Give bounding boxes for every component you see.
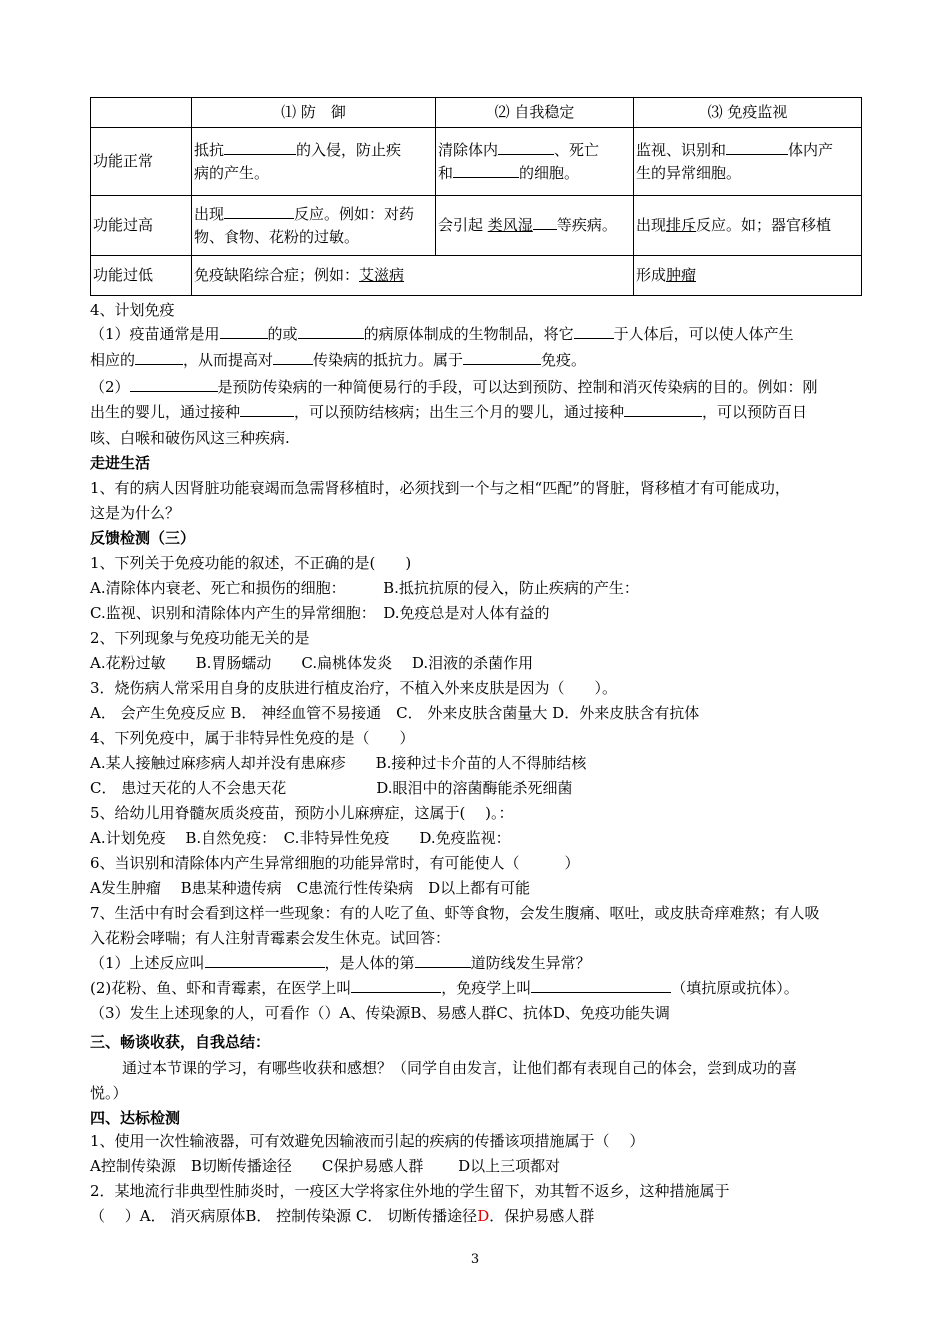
table-row [91,196,862,256]
blank [224,140,296,155]
table-cell: 免疫缺陷综合症；例如：艾滋病 [192,256,634,296]
table-header-row [91,98,862,128]
blank [273,350,313,365]
row-label: 功能正常 [91,128,192,196]
table-header-defense: ⑴ 防 御 [192,98,436,128]
question-line: C． 患过天花的人不会患天花 D.眼泪中的溶菌酶能杀死细菌 [90,779,573,797]
blank [298,324,364,339]
paragraph-line: （2） 是预防传染病的一种简便易行的手段，可以达到预防、控制和消灭传染病的目的。例如：刚 [90,378,818,396]
question-line: (2)花粉、鱼、虾和青霉素，在医学上叫 ，免疫学上叫 （填抗原或抗体）。 [90,979,799,997]
blank [574,324,614,339]
table-row [91,128,862,196]
question-line: （ ）A． 消灭病原体B． 控制传染源 C． 切断传播途径D．保护易感人群 [90,1207,595,1225]
blank [240,402,294,417]
paragraph-line: 通过本节课的学习，有哪些收获和感想？（同学自由发言，让他们都有表现自己的体会，尝到成功的喜 [122,1059,798,1077]
paragraph-line: 这是为什么？ [90,504,181,522]
paragraph-line: 出生的婴儿，通过接种 ，可以预防结核病；出生三个月的婴儿，通过接种 ，可以预防百日 [90,403,808,421]
question-line: 6、当识别和清除体内产生异常细胞的功能异常时，有可能使人（ ） [90,854,580,872]
blank [531,978,671,993]
blank [726,140,788,155]
section-title: 反馈检测（三） [90,529,196,547]
question-line: （1）上述反应叫 ，是人体的第 道防线发生异常？ [90,954,591,972]
immune-function-table [90,97,862,296]
paragraph-line: 1、有的病人因肾脏功能衰竭而急需肾移植时，必须找到一个与之相“匹配”的肾脏，肾移植才有可能成功， [90,479,790,497]
question-line: 2、下列现象与免疫功能无关的是 [90,629,310,647]
table-header-empty [91,98,192,128]
paragraph-line: （1）疫苗通常是用 的或 的病原体制成的生物制品，将它 于人体后，可以使人体产生 [90,325,794,343]
row-label: 功能过高 [91,196,192,256]
table-cell: 抵抗 的入侵，防止疾 病的产生。 [192,128,436,196]
blank [135,350,183,365]
table-cell: 出现 反应。例如：对药 物、食物、花粉的过敏。 [192,196,436,256]
question-line: 7、生活中有时会看到这样一些现象：有的人吃了鱼、虾等食物，会发生腹痛、呕吐，或皮肤奇痒难熬；有人吸 [90,904,820,922]
paragraph-line: 悦。） [90,1084,128,1102]
question-line: 4、下列免疫中，属于非特异性免疫的是（ ） [90,729,415,747]
table-cell: 清除体内 、死亡 和 的细胞。 [436,128,634,196]
question-line: A． 会产生免疫反应 B． 神经血管不易接通 C． 外来皮肤含菌量大 D．外来皮肤含有抗体 [90,704,700,722]
question-line: A发生肿瘤 B患某种遗传病 C患流行性传染病 D以上都有可能 [90,879,531,897]
question-line: 1、使用一次性输液器，可有效避免因输液而引起的疾病的传播该项措施属于（ ） [90,1132,645,1150]
question-line: 1、下列关于免疫功能的叙述，不正确的是( ) [90,554,412,572]
question-line: 入花粉会哮喘；有人注射青霉素会发生休克。试回答： [90,929,451,947]
table-header-surveillance: ⑶ 免疫监视 [634,98,862,128]
blank [533,215,557,230]
question-line: A.花粉过敏 B.胃肠蠕动 C.扁桃体发炎 D.泪液的杀菌作用 [90,654,534,672]
blank [205,953,325,968]
blank [463,350,541,365]
question-line: C.监视、识别和清除体内产生的异常细胞： D.免疫总是对人体有益的 [90,604,550,622]
table-row [91,256,862,296]
paragraph-line: 咳、白喉和破伤风这三种疾病. [90,429,290,447]
section-title: 走进生活 [90,454,151,472]
section-title: 四、达标检测 [90,1109,181,1127]
question-line: A.清除体内衰老、死亡和损伤的细胞： B.抵抗抗原的侵入，防止疾病的产生： [90,579,639,597]
row-label: 功能过低 [91,256,192,296]
question-line: A控制传染源 B切断传播途径 C保护易感人群 D以上三项都对 [90,1157,561,1175]
section-title: 三、畅谈收获，自我总结： [90,1033,271,1051]
question-line: （3）发生上述现象的人，可看作（）A、传染源B、易感人群C、抗体D、免疫功能失调 [90,1004,670,1022]
section-title: 4、计划免疫 [90,301,175,319]
blank [130,377,218,392]
page-number: 3 [470,1252,480,1267]
question-line: 3．烧伤病人常采用自身的皮肤进行植皮治疗，不植入外来皮肤是因为（ ）。 [90,679,618,697]
table-cell: 出现排斥反应。如；器官移植 [634,196,862,256]
question-line: 5、给幼儿用脊髓灰质炎疫苗，预防小儿麻痹症，这属于( )。： [90,804,514,822]
table-cell: 形成肿瘤 [634,256,862,296]
paragraph-line: 相应的 ，从而提高对 传染病的抵抗力。属于 免疫。 [90,351,587,369]
question-line: A.计划免疫 B.自然免疫： C.非特异性免疫 D.免疫监视： [90,829,511,847]
blank [453,163,519,178]
blank [624,402,702,417]
table-header-stability: ⑵ 自我稳定 [436,98,634,128]
table-cell: 会引起 类风湿 等疾病。 [436,196,634,256]
blank [415,953,471,968]
blank [224,204,294,219]
blank [351,978,441,993]
question-line: 2．某地流行非典型性肺炎时，一疫区大学将家住外地的学生留下，劝其暂不返乡，这种措施属于 [90,1182,730,1200]
question-line: A.某人接触过麻疹病人却并没有患麻疹 B.接种过卡介苗的人不得肺结核 [90,754,587,772]
table-cell: 监视、识别和 体内产 生的异常细胞。 [634,128,862,196]
blank [498,140,554,155]
blank [220,324,268,339]
